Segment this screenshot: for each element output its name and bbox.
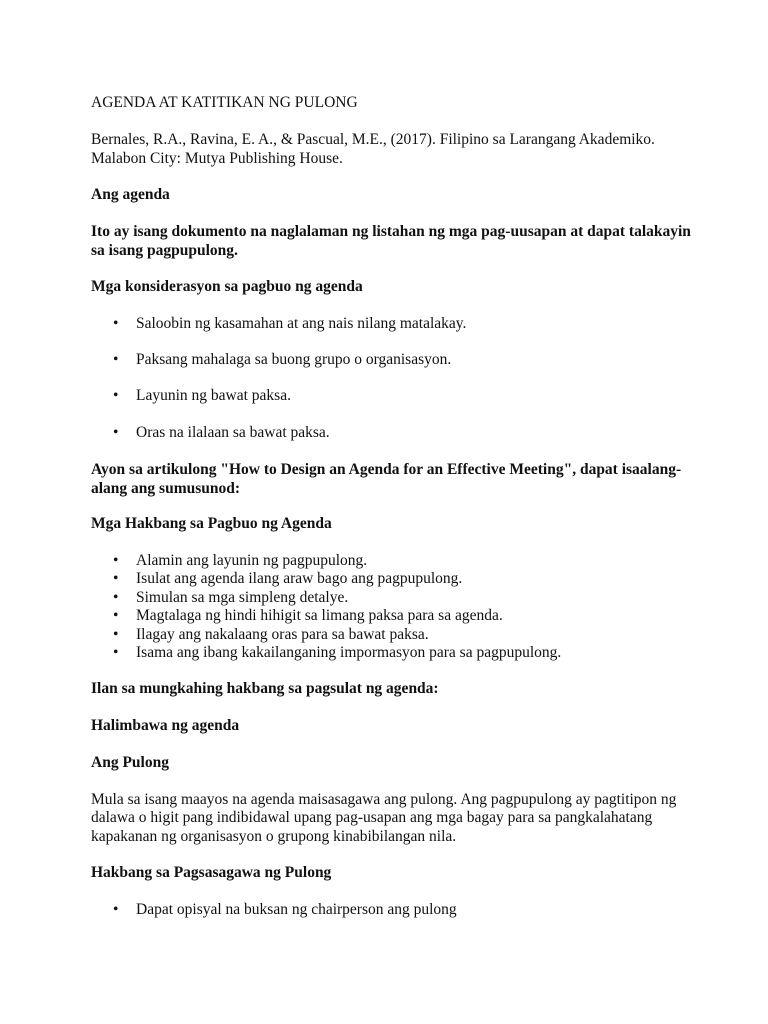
list-item-text: Magtalaga ng hindi hihigit sa limang paksa para sa agenda. xyxy=(136,607,503,624)
bullet-icon: • xyxy=(113,901,119,918)
heading-agenda: Ang agenda xyxy=(91,186,170,203)
list-item xyxy=(113,569,462,588)
citation-line-1: Bernales, R.A., Ravina, E. A., & Pascual, M.E., (2017). Filipino sa Larangang Akademiko. xyxy=(91,131,655,148)
list-item xyxy=(113,423,330,442)
list-item xyxy=(113,551,367,570)
definition-line-1: Ito ay isang dokumento na naglalaman ng listahan ng mga pag-uusapan at dapat talakayin xyxy=(91,223,691,240)
heading-suggestions: Ilan sa mungkahing hakbang sa pagsulat ng agenda: xyxy=(91,680,439,697)
list-item-text: Isama ang ibang kakailanganing impormasyon para sa pagpupulong. xyxy=(136,644,562,661)
bullet-icon: • xyxy=(113,315,119,332)
bullet-icon: • xyxy=(113,424,119,441)
heading-considerations: Mga konsiderasyon sa pagbuo ng agenda xyxy=(91,278,363,295)
list-item-text: Alamin ang layunin ng pagpupulong. xyxy=(136,552,368,569)
list-item xyxy=(113,386,291,405)
list-item xyxy=(113,350,451,369)
bullet-icon: • xyxy=(113,607,119,624)
definition-line-2: sa isang pagpupulong. xyxy=(91,242,238,259)
heading-pulong: Ang Pulong xyxy=(91,754,169,771)
list-item-text: Isulat ang agenda ilang araw bago ang pagpupulong. xyxy=(136,570,463,587)
list-item xyxy=(113,606,503,625)
article-line-2: alang ang sumusunod: xyxy=(91,480,241,497)
list-item-text: Layunin ng bawat paksa. xyxy=(136,387,291,404)
list-item-text: Saloobin ng kasamahan at ang nais nilang matalakay. xyxy=(136,315,467,332)
citation-line-2: Malabon City: Mutya Publishing House. xyxy=(91,150,343,167)
heading-example: Halimbawa ng agenda xyxy=(91,717,240,734)
bullet-icon: • xyxy=(113,570,119,587)
list-item xyxy=(113,625,429,644)
list-item xyxy=(113,643,561,662)
heading-conduct: Hakbang sa Pagsasagawa ng Pulong xyxy=(91,864,332,881)
bullet-icon: • xyxy=(113,351,119,368)
list-item-text: Simulan sa mga simpleng detalye. xyxy=(136,589,349,606)
document-title: AGENDA AT KATITIKAN NG PULONG xyxy=(91,94,358,111)
pulong-line-3: kapakanan ng organisasyon o grupong kinabibilangan nila. xyxy=(91,828,457,845)
list-item xyxy=(113,588,348,607)
list-item-text: Oras na ilalaan sa bawat paksa. xyxy=(136,424,330,441)
list-item-text: Ilagay ang nakalaang oras para sa bawat paksa. xyxy=(136,626,429,643)
article-line-1: Ayon sa artikulong "How to Design an Agenda for an Effective Meeting", dapat isaalang- xyxy=(91,461,682,478)
bullet-icon: • xyxy=(113,387,119,404)
bullet-icon: • xyxy=(113,552,119,569)
pulong-line-2: dalawa o higit pang indibidawal upang pag-usapan ang mga bagay para sa pangkalahatang xyxy=(91,809,653,826)
pulong-line-1: Mula sa isang maayos na agenda maisasagawa ang pulong. Ang pagpupulong ay pagtitipon ng xyxy=(91,791,677,808)
list-item xyxy=(113,314,466,333)
list-item xyxy=(113,900,457,919)
bullet-icon: • xyxy=(113,644,119,661)
bullet-icon: • xyxy=(113,589,119,606)
list-item-text: Dapat opisyal na buksan ng chairperson ang pulong xyxy=(136,901,457,918)
list-item-text: Paksang mahalaga sa buong grupo o organisasyon. xyxy=(136,351,452,368)
heading-steps: Mga Hakbang sa Pagbuo ng Agenda xyxy=(91,515,332,532)
bullet-icon: • xyxy=(113,626,119,643)
